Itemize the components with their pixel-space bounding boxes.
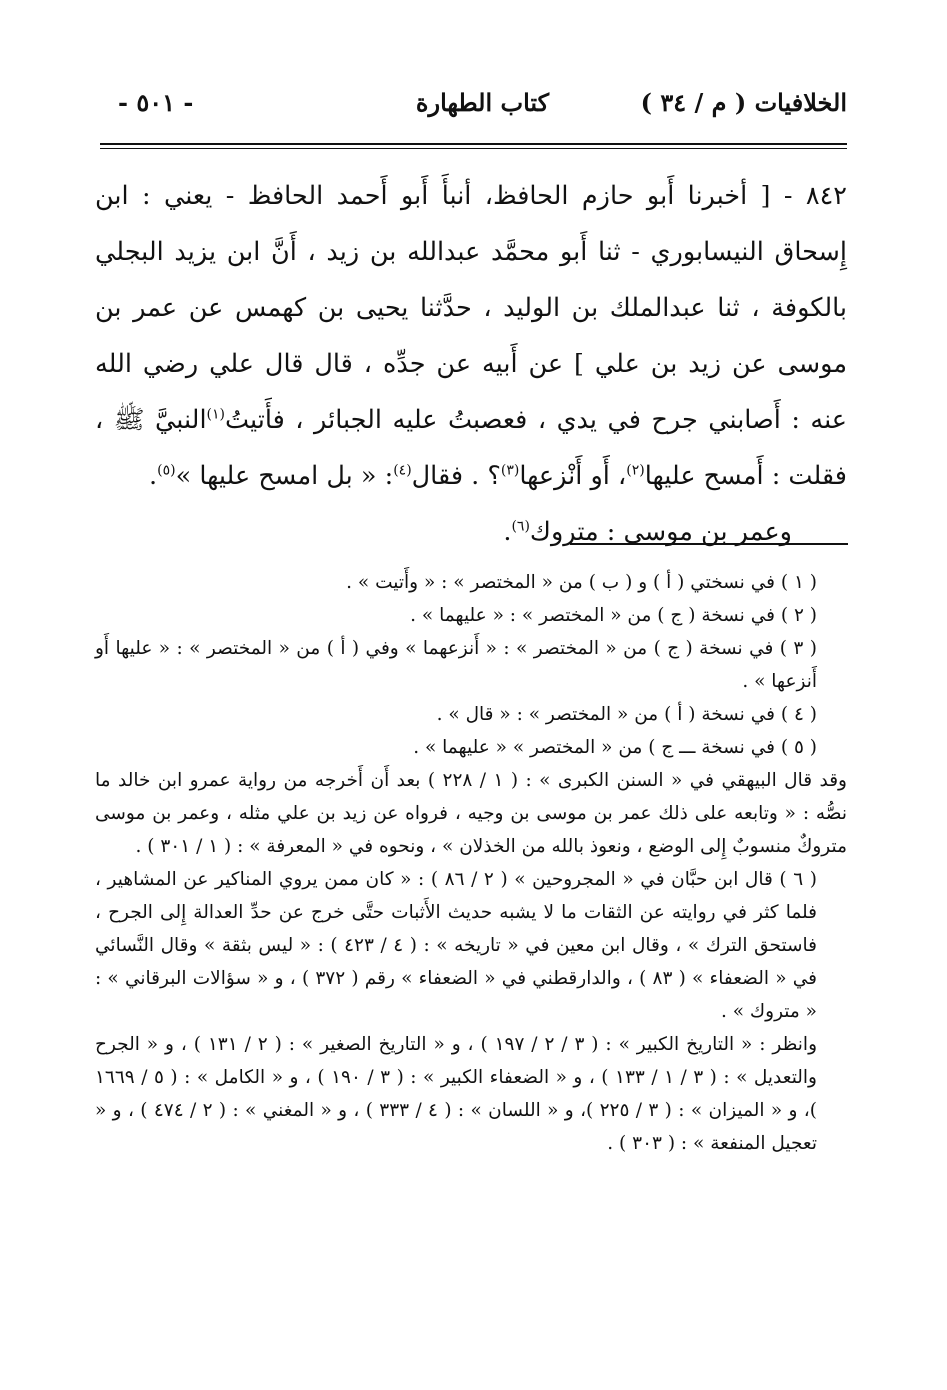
footnotes [95, 566, 847, 1160]
grading-text: وعمر بن موسى : متروك [529, 517, 792, 547]
footnote-6: ( ٦ ) قال ابن حبَّان في « المجروحين » ( ٢ / ٨٦ ) : « كان ممن يروي المناكير عن المشاهير ، فلما كثر في روايته عن الثقات ما لا يشبه حديث الأَثبات حتَّى خرج عن حدِّ العدالة إِلى الجرح ، فاستحق الترك » ، وقال ابن معين في « تاريخه » : ( ٤ / ٤٢٣ ) : « ليس بثقة » وقال النَّسائي في « الضعفاء » ( ٨٣ ) ، والدارقطني في « الضعفاء » رقم ( ٣٧٢ ) ، و « سؤالات البرقاني » : « متروك » . [95, 869, 818, 1022]
footnote-4: ( ٤ ) في نسخة ( أ ) من « المختصر » : « قال » . [436, 704, 817, 725]
main-text [95, 168, 847, 560]
footnote-3: ( ٣ ) في نسخة ( ج ) من « المختصر » : « أَنزعهما » وفي ( أ ) من « المختصر » : « عليها أَو أَنزعها » . [95, 638, 817, 692]
running-header [118, 82, 847, 122]
page-number: - ٥٠١ - [118, 87, 194, 117]
hadith-text: ٨٤٢ - [ أخبرنا أَبو حازم الحافظ، أنبأَ أَبو أَحمد الحافظ - يعني : ابن إِسحاق النيسابوري - ثنا أَبو محمَّد عبدالله بن زيد ، أَنَّ ابن يزيد البجلي بالكوفة ، ثنا عبدالملك بن الوليد ، حدَّثنا يحيى بن كهمس عن عمر بن موسى عن زيد بن علي ] عن أَبيه عن جدِّه ، قال قال علي رضي الله عنه : أَصابني جرح في يدي ، فعصبتُ عليه الجبائر ، فأَتيتُ [95, 181, 847, 435]
footnote-5: ( ٥ ) في نسخة ـــ ج ) من « المختصر » « عليهما » . [413, 737, 817, 758]
footnote-ref-5: (٥) [157, 462, 176, 479]
footnote-5-continuation: وقد قال البيهقي في « السنن الكبرى » : ( ١ / ٢٢٨ ) بعد أَن أَخرجه من رواية عمرو ابن خالد ما نصُّه : « وتابعه على ذلك عمر بن موسى بن وجيه ، فرواه عن زيد بن علي مثله ، وعمر بن موسى متروكٌ منسوبٌ إِلى الوضع ، ونعوذ بالله من الخذلان » ، ونحوه في « المعرفة » : ( ١ / ٣٠١ ) . [95, 770, 847, 857]
footnote-separator [570, 543, 848, 545]
hadith-text-5: : « بل امسح عليها » [175, 461, 394, 491]
hadith-text-4: ؟ . فقال [411, 461, 501, 491]
footnote-ref-4: (٤) [393, 462, 412, 479]
header-rule [100, 143, 847, 145]
footnote-ref-3: (٣) [500, 462, 520, 479]
hadith-paragraph [95, 168, 847, 504]
footnote-6-continuation: وانظر : « التاريخ الكبير » : ( ٣ / ٢ / ١٩٧ ) ، و « التاريخ الصغير » : ( ٢ / ١٣١ ) ، و « الجرح والتعديل » : ( ٣ / ١ / ١٣٣ ) ، و « الضعفاء الكبير » : ( ٣ / ١٩٠ ) ، و « الكامل » : ( ٥ / ١٦٦٩ )، و « الميزان » : ( ٣ / ٢٢٥ )، و « اللسان » : ( ٤ / ٣٣٣ ) ، و « المغني » : ( ٢ / ٤٧٤ ) ، و « تعجيل المنفعة » : ( ٣٠٣ ) . [95, 1034, 817, 1154]
footnote-ref-2: (٢) [626, 462, 645, 479]
grading-text-end: . [503, 517, 512, 547]
footnote-2: ( ٢ ) في نسخة ( ج ) من « المختصر » : « عليهما » . [410, 605, 817, 626]
header-rule-thin [100, 148, 847, 149]
hadith-text-2: النبيَّ ﷺ ، فقلت : أَمسح عليها [95, 405, 847, 491]
header-book-title: كتاب الطهارة [415, 87, 550, 117]
footnote-ref-6: (٦) [511, 518, 530, 535]
hadith-text-3: ، أَو أَنْزعها [519, 461, 627, 491]
header-volume: الخلافيات ( م / ٣٤ ) [640, 87, 847, 117]
footnote-ref-1: (١) [206, 406, 226, 423]
footnote-1: ( ١ ) في نسختي ( أ ) و ( ب ) من « المختصر » : « وأَتيت » . [346, 572, 817, 593]
grading-paragraph [95, 504, 847, 560]
hadith-text-6: . [149, 461, 158, 491]
